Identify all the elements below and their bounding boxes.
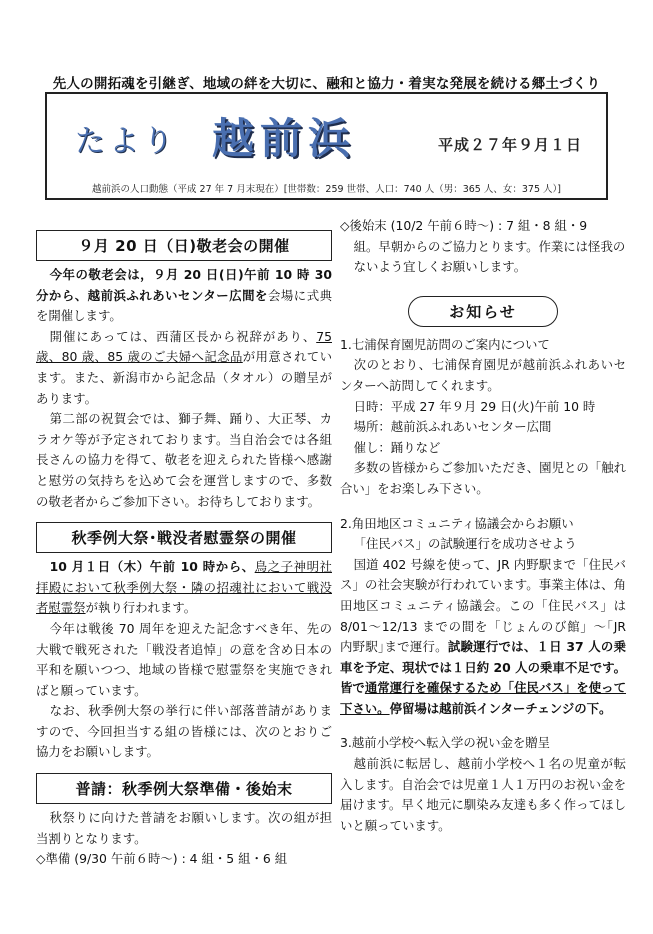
- bold-text: 停留場は越前浜インターチェンジの下。: [389, 700, 612, 716]
- paragraph: 多数の皆様からご参加いただき、園児との「触れ合い」をお楽しみ下さい。: [340, 460, 626, 496]
- paragraph: [36, 327, 332, 409]
- issue-date: 平成２７年９月１日: [438, 136, 583, 154]
- notice-heading: お知らせ: [408, 296, 558, 327]
- preparation-schedule: ◇準備 (9/30 午前６時～) : 4 組・5 組・6 組: [36, 851, 288, 867]
- cleanup-schedule: ◇後始末 (10/2 午前６時～) : 7 組・8 組・9: [340, 218, 588, 233]
- visit-event: 催し：踊りなど: [353, 439, 441, 455]
- right-column: [340, 212, 626, 836]
- festival-memorial-heading: 秋季例大祭･戦没者慰霊祭の開催: [36, 522, 332, 553]
- masthead-title: 越前浜: [212, 114, 357, 163]
- paragraph: [36, 557, 332, 619]
- paragraph: 今年は戦後 70 周年を迎えた記念すべき年、先の大戦で戦死された「戦没者追悼」の意を含め日本の平和を願いつつ、地域の皆様で慰霊祭を実施できればと願っています。: [36, 620, 332, 698]
- notice-1-heading: 1.七浦保育園児訪問のご案内について: [340, 336, 550, 352]
- left-column: [36, 212, 332, 870]
- paragraph: [36, 265, 332, 327]
- underlined-text: 鳥之子神明社拝殿において秋季例大祭・隣の招魂社において戦没者慰霊祭: [36, 559, 332, 616]
- underlined-bold-text: 通常運行を確保するため「住民バス」を使って下さい。: [340, 680, 627, 716]
- text-span: 国道 402 号線を使って、JR 内野駅まで「住民バス」の社会実験が行われています。事業主体は、角田地区コミュニティ協議会。この「住民バス」は 8/01～12/13 までの間を「じょんのび館」～｢JR 内野駅｣まで運行。: [340, 556, 626, 655]
- masthead-title-small: たより: [75, 124, 177, 159]
- text-span: が執り行われます。: [85, 600, 197, 616]
- festival-time-text: 10 月１日（木）午前 10 時から、: [49, 559, 255, 575]
- text-span: 開催にあっては、西蒲区長から祝辞があり、: [49, 328, 317, 344]
- visit-place: 場所：越前浜ふれあいセンター広間: [353, 419, 552, 435]
- event-time-text: 今年の敬老会は，９月 20 日(日)午前 10 時 30 分から、越前浜ふれあいセンター広間を: [36, 267, 332, 303]
- underlined-text: 75 歳、80 歳、85 歳のご夫婦へ記念品: [36, 328, 332, 365]
- visit-date: 日時：平成 27 年９月 29 日(火)午前 10 時: [353, 398, 596, 414]
- paragraph: 次のとおり、七浦保育園児が越前浜ふれあいセンターへ訪問してくれます。: [340, 357, 626, 393]
- paragraph: 越前浜に転居し、越前小学校へ１名の児童が転入します。自治会では児童１人１万円のお祝い金を届けます。早く地元に馴染み友達も多く作ってほしいと願っています。: [340, 756, 626, 833]
- paragraph: [340, 555, 626, 720]
- population-stats: 越前浜の人口動態（平成 27 年 7 月末現在）[世帯数：259 世帯、人口：740 人（男：365 人、女：375 人）]: [92, 184, 561, 195]
- newsletter-masthead: [45, 92, 608, 200]
- community-motto: 先人の開拓魂を引継ぎ、地域の絆を大切に、融和と協力・着実な発展を続ける郷土づくり: [52, 76, 601, 92]
- paragraph: 第二部の祝賀会では、獅子舞、踊り、大正琴、カラオケ等が予定されております。当自治会では各組長さんの協力を得て、敬老を迎えられた皆様へ感謝と慰労の気持ちを込めて会を運営しますので、多数の敬老者からご参加下さい。お待ちしております。: [36, 411, 332, 509]
- notice-3-heading: 3.越前小学校へ転入学の祝い金を贈呈: [340, 735, 551, 751]
- spacer: [340, 719, 626, 733]
- work-duty-heading: 普請：秋季例大祭準備・後始末: [36, 773, 332, 804]
- respect-for-aged-heading: ９月 20 日（日)敬老会の開催: [36, 230, 332, 261]
- cleanup-note: 組。早朝からのご協力とります。作業には怪我のないよう宜しくお願いします。: [353, 238, 626, 275]
- paragraph: 秋祭りに向けた普請をお願いします。次の組が担当割りとなります。: [36, 810, 332, 846]
- text-span: が用意されています。また、新潟市から記念品（タオル）の贈呈があります。: [36, 349, 332, 406]
- bold-text: 試験運行では、１日 37 人の乗車を予定、現状では１日約 20 人の乗車不足です。皆で: [340, 639, 626, 696]
- notice-2-heading: 2.角田地区コミュニティ協議会からお願い: [340, 515, 574, 531]
- notice-2-subheading: 「住民バス」の試験運行を成功させよう: [353, 536, 577, 552]
- event-venue-text: 会場に式典を開催します。: [36, 287, 332, 324]
- spacer: [340, 500, 626, 514]
- paragraph: なお、秋季例大祭の挙行に伴い部落普請がありますので、今回担当する組の皆様には、次のとおりご協力をお願いします。: [36, 703, 332, 760]
